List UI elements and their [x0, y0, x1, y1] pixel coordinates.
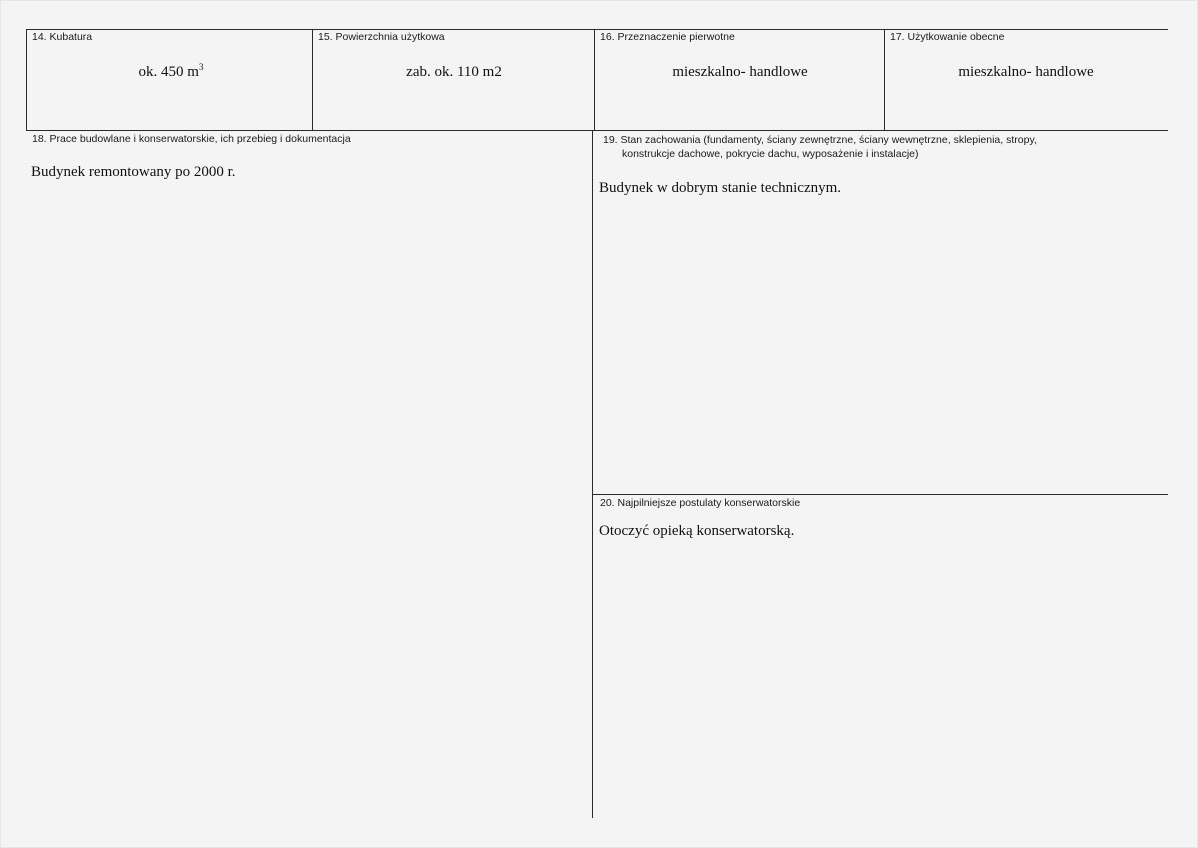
row-divider-line: [26, 130, 1168, 131]
field19-label-line1: 19. Stan zachowania (fundamenty, ściany zewnętrzne, ściany wewnętrzne, sklepienia, stropy,: [603, 134, 1037, 146]
field14-label: 14. Kubatura: [32, 31, 93, 43]
divider-16-17: [884, 29, 885, 131]
field14-value: [30, 64, 312, 81]
field15-value: zab. ok. 110 m2: [406, 64, 502, 80]
divider-18-19: [592, 130, 593, 818]
field19-value: Budynek w dobrym stanie technicznym.: [599, 180, 842, 196]
left-border-line: [26, 29, 27, 131]
field19-label-line2: konstrukcje dachowe, pokrycie dachu, wyposażenie i instalacje): [622, 148, 919, 160]
field17-value: mieszkalno- handlowe: [958, 64, 1094, 80]
field20-divider-line: [592, 494, 1168, 495]
divider-14-15: [312, 29, 313, 131]
top-border-line: [26, 29, 1168, 30]
divider-15-16: [594, 29, 595, 131]
field18-value: Budynek remontowany po 2000 r.: [31, 164, 236, 180]
field17-label: 17. Użytkowanie obecne: [890, 31, 1005, 43]
field14-value-superscript: 3: [198, 62, 204, 72]
field20-label: 20. Najpilniejsze postulaty konserwatorskie: [600, 497, 801, 509]
field14-value-main: ok. 450 m: [138, 64, 199, 80]
field15-label: 15. Powierzchnia użytkowa: [318, 31, 445, 43]
field18-label: 18. Prace budowlane i konserwatorskie, ich przebieg i dokumentacja: [32, 133, 351, 145]
field16-label: 16. Przeznaczenie pierwotne: [600, 31, 735, 43]
field20-value: Otoczyć opieką konserwatorską.: [599, 523, 795, 539]
field16-value: mieszkalno- handlowe: [672, 64, 808, 80]
